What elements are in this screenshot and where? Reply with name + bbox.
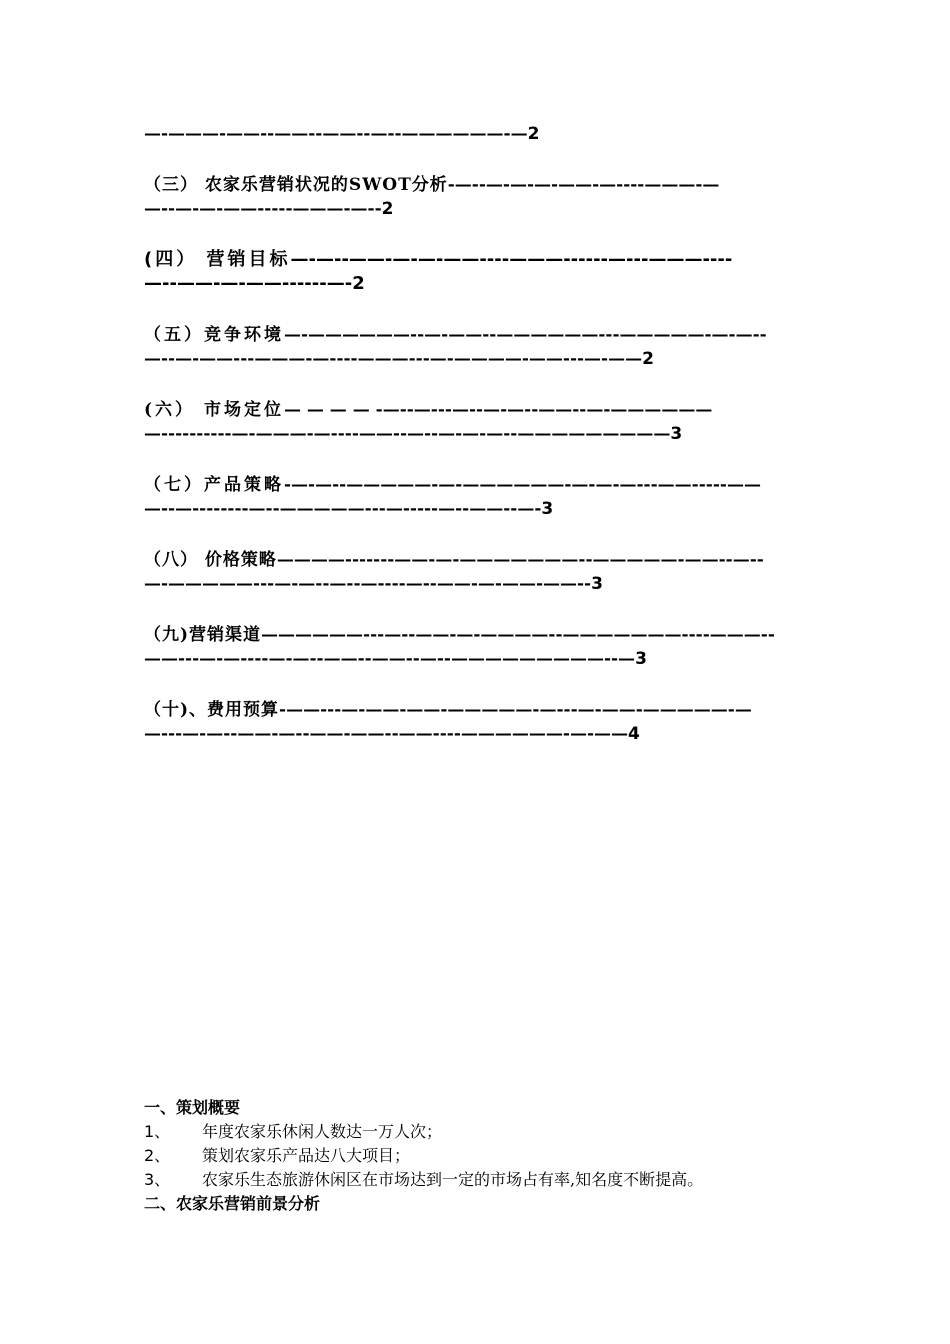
toc-leader: —---—-—--——-—--——-——--——----——————-—-—— (144, 724, 629, 744)
list-item (144, 1168, 808, 1192)
toc-page-number: 3 (670, 424, 683, 444)
toc-leader: —-———-——--——--——--—--——————-— (144, 124, 528, 144)
toc-page-number: 3 (591, 574, 603, 594)
toc-line (144, 272, 808, 296)
toc-entry-budget[interactable] (144, 698, 808, 746)
toc-line (144, 248, 808, 272)
toc-page-number: 2 (642, 349, 654, 369)
toc-leader: —--—-—-——-----———-—-- (144, 199, 382, 219)
toc-line (144, 398, 808, 422)
toc-line (144, 647, 808, 671)
toc-line (144, 572, 808, 596)
toc-entry-product-strategy[interactable] (144, 473, 808, 521)
toc-entry-title: （十)、费用预算 (144, 700, 280, 720)
section-heading-prospects: 二、农家乐营销前景分析 (144, 1194, 321, 1213)
toc-line (144, 473, 808, 497)
toc-leader: —----------—-———-—----——--—--—-—-—--————————— (144, 424, 671, 444)
toc-entry-channels[interactable] (144, 623, 808, 671)
list-item (144, 1144, 808, 1168)
toc-leader: —-—--——-—-—-——----———------—---———---- (290, 249, 733, 270)
toc-entry-title: （五）竞争环境 (144, 325, 284, 345)
list-item-number: 2、 (144, 1146, 171, 1165)
toc-leader: —--—--------—--—————---—-----—--——--—- (144, 499, 542, 519)
toc-line (144, 548, 808, 572)
list-item-text: 年度农家乐休闲人数达一万人次； (202, 1122, 443, 1141)
list-item-text: 农家乐生态旅游休闲区在市场达到一定的市场占有率,知名度不断提高。 (202, 1170, 704, 1189)
toc-line (144, 173, 808, 197)
document-body (144, 1096, 808, 1216)
section-heading-overview: 一、策划概要 (144, 1098, 241, 1117)
toc-line (144, 623, 808, 647)
toc-entry-competition[interactable] (144, 323, 808, 371)
toc-leader: ——————---—--——-—-————--———————----———-- (261, 625, 775, 645)
list-item-number: 1、 (144, 1122, 171, 1141)
toc-entry-title: （七）产品策略 (144, 475, 284, 495)
toc-entry-title: （九)营销渠道 (144, 625, 262, 645)
toc-page-number: 3 (635, 649, 647, 669)
toc-line (144, 347, 808, 371)
toc-leader: —-—————---—-—--—--—----—--——-—-——-——-- (144, 574, 592, 594)
toc-line (144, 122, 808, 146)
toc-line (144, 197, 808, 221)
toc-entry-swot[interactable] (144, 173, 808, 221)
table-of-contents (144, 122, 808, 746)
toc-page-number: 4 (628, 724, 640, 744)
toc-page-number: 2 (381, 199, 394, 219)
toc-line (144, 422, 808, 446)
toc-leader: ————-------——-—-———————--—————-——--—-- (276, 550, 764, 570)
toc-entry-positioning[interactable] (144, 398, 808, 446)
toc-leader: -—--—-—-—-——-—----———-— (447, 175, 720, 195)
toc-entry-title: (六） 市场定位 (144, 400, 284, 420)
toc-entry-title: （八） 价格策略 (144, 550, 277, 570)
toc-entry-marketing-goals[interactable] (144, 248, 808, 296)
toc-line (144, 698, 808, 722)
toc-entry-price-strategy[interactable] (144, 548, 808, 596)
toc-leader: -——---—-——-——-—————-—---—-——-—————-— (279, 700, 752, 720)
list-item-text: 策划农家乐产品达八大项目； (202, 1146, 411, 1165)
toc-page-number: 2 (527, 124, 540, 144)
toc-line (144, 497, 808, 521)
toc-leader: -—-—--—————-—-——————-—-—-—---——-----—— (284, 475, 761, 495)
toc-line (144, 722, 808, 746)
toc-leader: ——---—-—----—-—--——--——--—--—————————--— (144, 649, 636, 669)
list-item-number: 3、 (144, 1170, 171, 1189)
toc-leader: — — — — -—--—---—--—-—--——--—-—————— (283, 400, 713, 420)
toc-leader: —-——————--—-——--——————---—————-—-—-- (284, 325, 767, 345)
toc-entry-title: (四） 营销目标 (144, 249, 291, 270)
toc-page-number: 2 (352, 273, 365, 294)
toc-entry-continuation (144, 122, 808, 146)
toc-leader: —--——-—-——------—- (144, 273, 353, 294)
toc-page-number: 3 (541, 499, 554, 519)
toc-entry-title: （三） 农家乐营销状况的SWOT分析 (144, 175, 448, 195)
list-item (144, 1120, 808, 1144)
toc-line (144, 323, 808, 347)
toc-leader: —--—-——---———-—----———---—-————-——---—-—— (144, 349, 643, 369)
